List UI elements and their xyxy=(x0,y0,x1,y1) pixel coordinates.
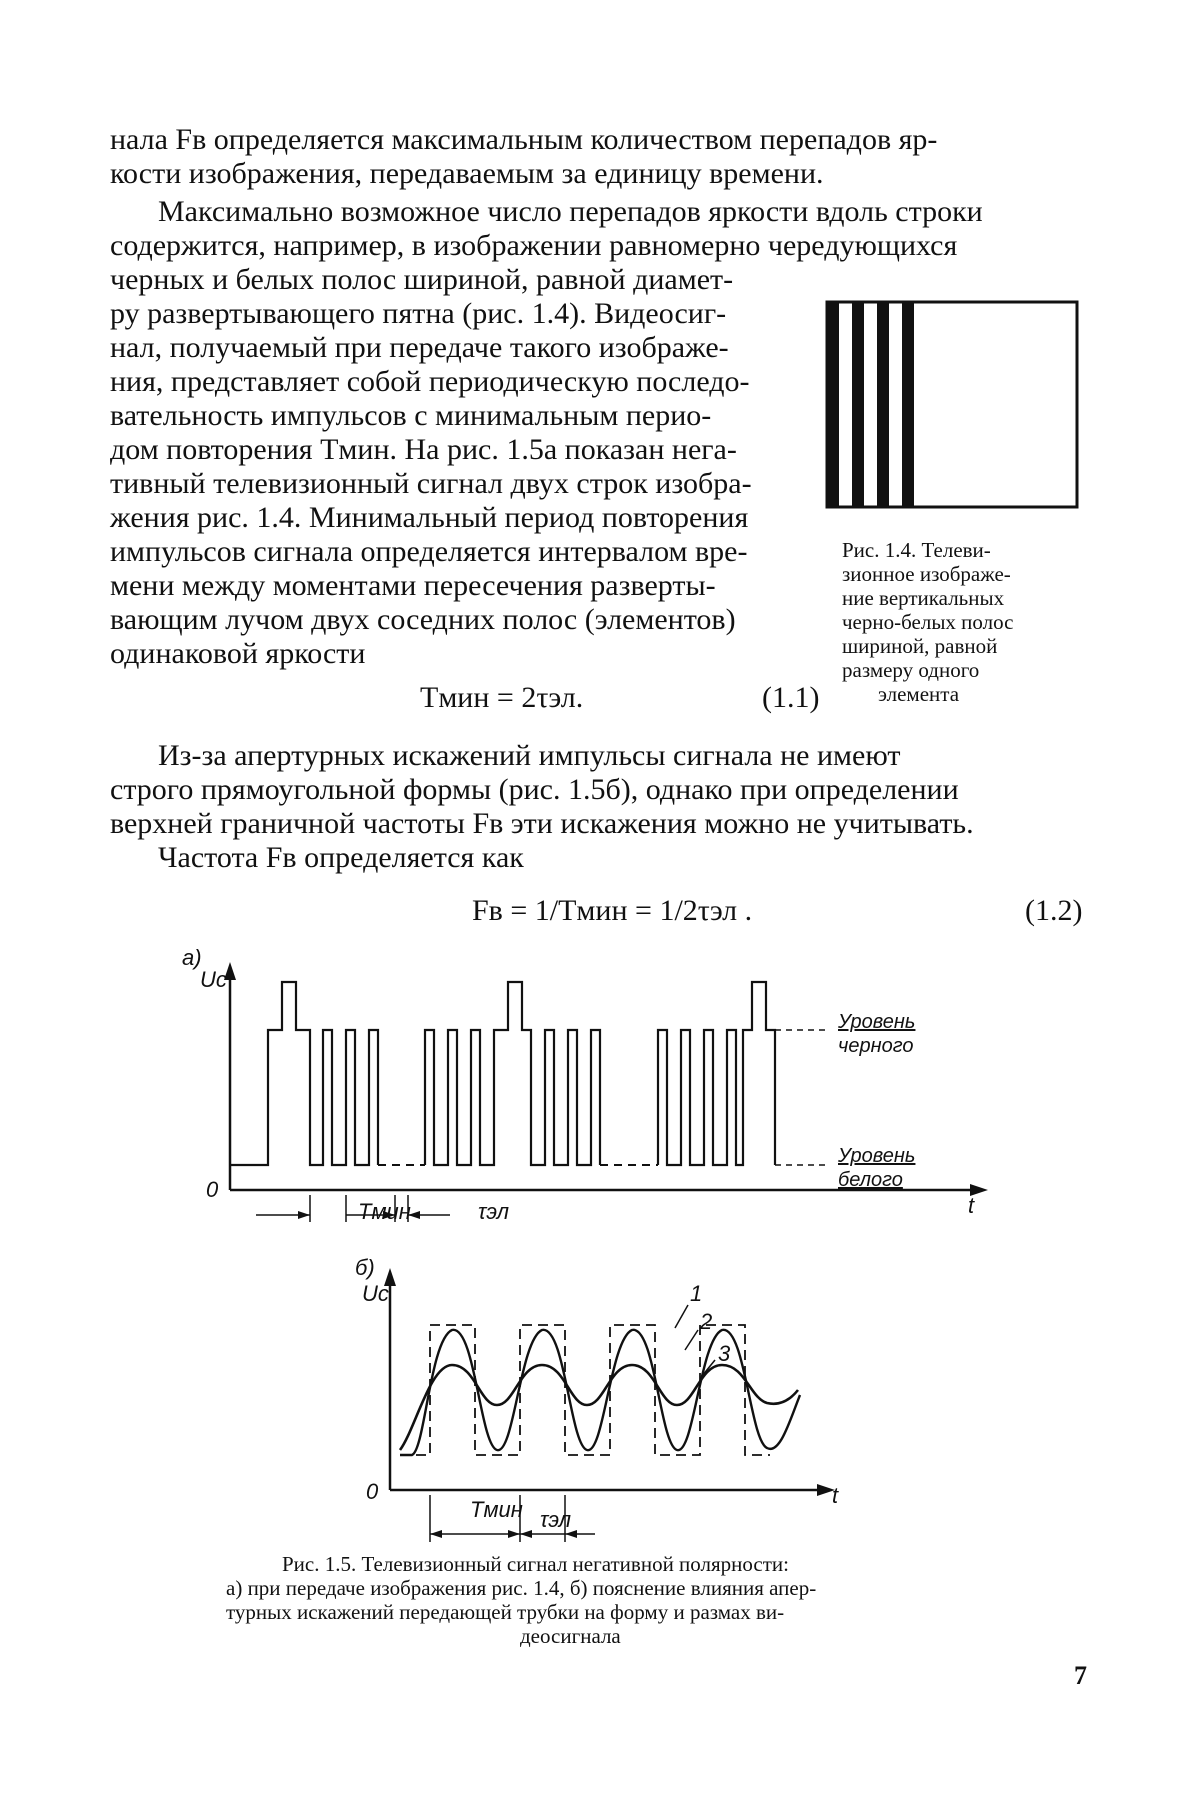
fig14-caption-5: шириной, равной xyxy=(842,634,998,658)
fig15b-curve-3-label: 3 xyxy=(718,1341,731,1366)
equation-1-1-number: (1.1) xyxy=(762,681,820,714)
equation-1-1: Tмин = 2τэл. xyxy=(420,681,584,714)
fig15b-curve-1-label: 1 xyxy=(690,1281,703,1306)
text-line-18: строго прямоугольной формы (рис. 1.5б), однако при определении xyxy=(110,773,959,806)
fig15a-y-axis-label: Uc xyxy=(200,967,227,992)
equation-1-2: Fв = 1/Tмин = 1/2τэл . xyxy=(472,894,753,927)
text-line-5: черных и белых полос шириной, равной диамет- xyxy=(110,263,734,296)
fig15a-tau-label: τэл xyxy=(478,1199,509,1224)
text-line-3: Максимально возможное число перепадов яркости вдоль строки xyxy=(158,195,983,228)
fig15b-curve-2-label: 2 xyxy=(700,1309,713,1334)
fig15-caption-1: Рис. 1.5. Телевизионный сигнал негативной полярности: xyxy=(282,1552,789,1576)
fig15a-origin-label: 0 xyxy=(206,1177,219,1202)
figure-1-4-image xyxy=(825,300,1080,510)
fig15-caption-2: а) при передаче изображения рис. 1.4, б) пояснение влияния апер- xyxy=(226,1576,817,1600)
text-line-9: вательность импульсов с минимальным перио- xyxy=(110,399,712,432)
fig15a-x-axis-label: t xyxy=(968,1193,975,1218)
text-line-14: мени между моментами пересечения разверты- xyxy=(110,569,716,602)
text-line-17: Из-за апертурных искажений импульсы сигнала не имеют xyxy=(158,739,901,772)
equation-1-2-number: (1.2) xyxy=(1025,894,1083,927)
stripe-4 xyxy=(902,302,914,507)
fig15a-white-level-2: белого xyxy=(838,1169,903,1191)
fig15a-black-level-1: Уровень xyxy=(838,1011,916,1033)
fig15a-tmin-label: Tмин xyxy=(358,1199,411,1224)
fig15b-panel-label: б) xyxy=(355,1255,375,1280)
curve-3-distorted xyxy=(400,1365,798,1450)
fig15a-black-level-2: черного xyxy=(838,1035,914,1057)
text-line-4: содержится, например, в изображении равномерно чередующихся xyxy=(110,229,958,262)
fig14-caption-6: размеру одного xyxy=(842,658,980,682)
fig15b-tau-label: τэл xyxy=(540,1507,571,1532)
text-line-13: импульсов сигнала определяется интервалом вре- xyxy=(110,535,748,568)
fig15b-tmin-label: Tмин xyxy=(470,1497,523,1522)
text-line-12: жения рис. 1.4. Минимальный период повторения xyxy=(110,501,749,534)
text-line-11: тивный телевизионный сигнал двух строк изобра- xyxy=(110,467,752,500)
text-line-6: ру развертывающего пятна (рис. 1.4). Видеосиг- xyxy=(110,297,727,330)
text-line-16: одинаковой яркости xyxy=(110,637,366,670)
fig14-caption-4: черно-белых полос xyxy=(842,610,1014,634)
text-line-2: кости изображения, передаваемым за единицу времени. xyxy=(110,157,824,190)
figure-1-5b xyxy=(330,1250,870,1550)
curve-1-ideal xyxy=(400,1325,770,1455)
stripe-2 xyxy=(852,302,864,507)
signal-waveform-a xyxy=(230,982,775,1165)
text-line-15: вающим лучом двух соседних полос (элементов) xyxy=(110,603,736,636)
fig15-caption-3: турных искажений передающей трубки на форму и размах ви- xyxy=(226,1600,785,1624)
text-line-20: Частота Fв определяется как xyxy=(158,841,524,874)
curve-2-distorted xyxy=(400,1330,800,1455)
fig15b-y-axis-label: Uc xyxy=(362,1281,389,1306)
text-line-8: ния, представляет собой периодическую последо- xyxy=(110,365,750,398)
fig15b-origin-label: 0 xyxy=(366,1479,379,1504)
text-line-1: нала Fв определяется максимальным количеством перепадов яр- xyxy=(110,123,938,156)
page-number: 7 xyxy=(1074,1661,1087,1690)
fig14-caption-1: Рис. 1.4. Телеви- xyxy=(842,538,991,562)
text-line-19: верхней граничной частоты Fв эти искажения можно не учитывать. xyxy=(110,807,974,840)
stripe-1 xyxy=(827,302,839,507)
fig15b-x-axis-label: t xyxy=(832,1483,839,1508)
fig14-caption-3: ние вертикальных xyxy=(842,586,1005,610)
text-line-10: дом повторения Tмин. На рис. 1.5а показан нега- xyxy=(110,433,737,466)
fig15a-panel-label: а) xyxy=(182,945,202,970)
fig14-caption-7: элемента xyxy=(878,682,960,706)
text-line-7: нал, получаемый при передаче такого изображе- xyxy=(110,331,729,364)
fig15a-white-level-1: Уровень xyxy=(838,1145,916,1167)
fig15-caption-4: деосигнала xyxy=(520,1624,621,1648)
fig14-caption-2: зионное изображе- xyxy=(842,562,1011,586)
stripe-3 xyxy=(877,302,889,507)
